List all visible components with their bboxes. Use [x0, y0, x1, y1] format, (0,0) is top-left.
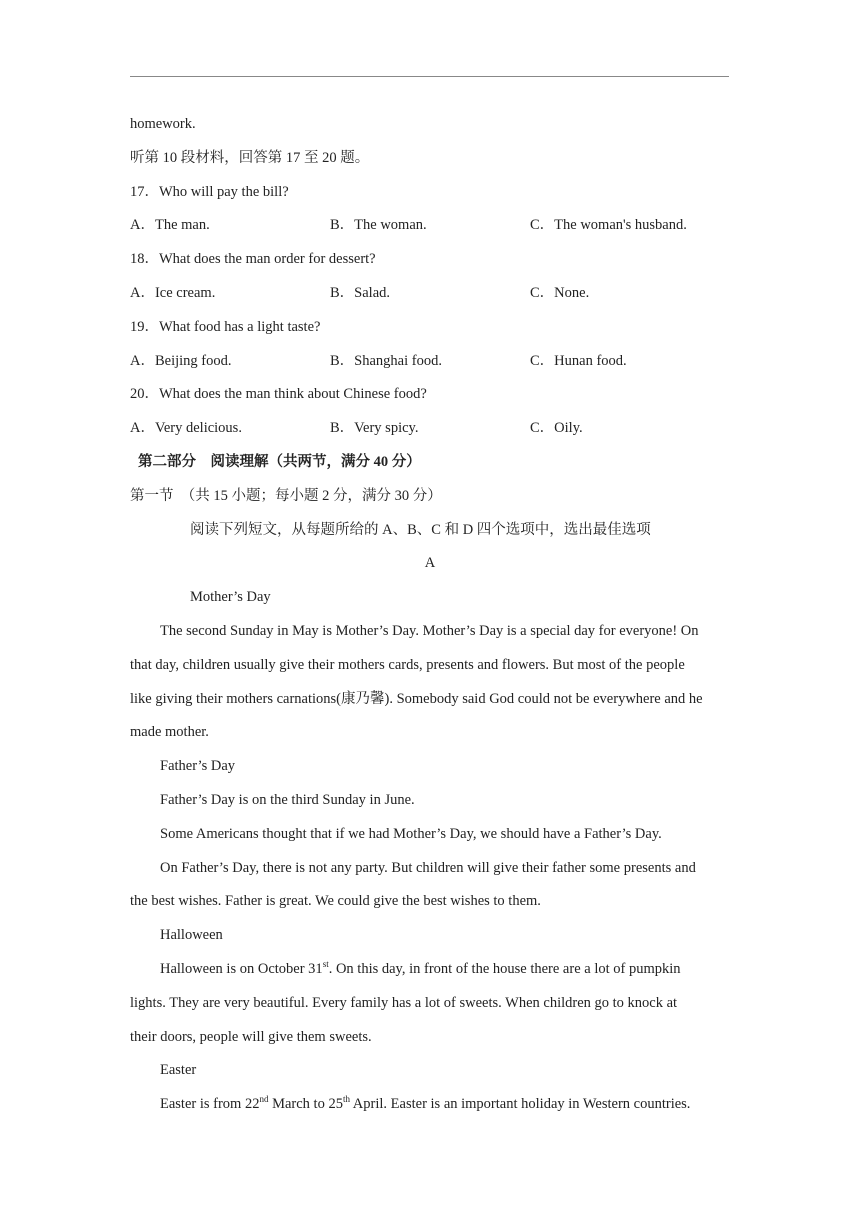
paragraph-line: the best wishes. Father is great. We could give the best wishes to them. — [130, 893, 541, 910]
question-18-options — [130, 281, 730, 315]
option-b: B．Shanghai food. — [330, 352, 442, 369]
option-a: A．Very delicious. — [130, 420, 242, 437]
paragraph-line: Some Americans thought that if we had Mother’s Day, we should have a Father’s Day. — [160, 825, 662, 842]
question-19: 19．What food has a light taste? — [130, 318, 321, 335]
option-c: C．None. — [530, 284, 590, 301]
option-c: C．The woman's husband. — [530, 217, 687, 234]
paragraph-line: that day, children usually give their mothers cards, presents and flowers. But most of the people — [130, 656, 685, 673]
question-17-options — [130, 213, 730, 247]
ordinal-suffix: nd — [259, 1094, 269, 1105]
text-segment: Halloween is on October 31 — [160, 960, 323, 977]
option-c: C．Oily. — [530, 420, 583, 437]
question-17: 17．Who will pay the bill? — [130, 183, 289, 200]
easter-title: Easter — [160, 1062, 197, 1079]
passage-label: A — [424, 555, 436, 572]
text-segment: Easter is from 22 — [160, 1096, 260, 1113]
paragraph-line — [130, 957, 730, 991]
paragraph-line: Father’s Day is on the third Sunday in June. — [160, 791, 415, 808]
section-one-heading: 第一节 （共 15 小题；每小题 2 分，满分 30 分） — [130, 487, 442, 504]
question-20-options — [130, 416, 730, 450]
listening-instruction: 听第 10 段材料，回答第 17 至 20 题。 — [130, 149, 370, 166]
paragraph-line: lights. They are very beautiful. Every family has a lot of sweets. When children go to knock at — [130, 994, 678, 1011]
paragraph-line: like giving their mothers carnations(康乃馨). Somebody said God could not be everywhere and he — [130, 690, 703, 707]
paragraph-line: On Father’s Day, there is not any party. But children will give their father some presents and — [160, 859, 696, 876]
question-20: 20．What does the man think about Chinese food? — [130, 386, 427, 403]
text-line: homework. — [130, 116, 196, 132]
mothers-day-title: Mother’s Day — [190, 589, 271, 606]
question-18: 18．What does the man order for dessert? — [130, 251, 376, 268]
text-segment: April. Easter is an important holiday in Western countries. — [349, 1096, 691, 1113]
paragraph-line — [130, 1092, 730, 1126]
option-a: A．The man. — [130, 217, 210, 234]
paragraph-line: made mother. — [130, 724, 209, 741]
document-page — [130, 112, 730, 1126]
option-b: B．The woman. — [330, 217, 427, 234]
option-c: C．Hunan food. — [530, 352, 627, 369]
fathers-day-title: Father’s Day — [160, 758, 236, 775]
text-segment: . On this day, in front of the house there are a lot of pumpkin — [328, 960, 681, 977]
halloween-title: Halloween — [160, 927, 223, 944]
option-b: B．Salad. — [330, 284, 391, 301]
part-two-heading: 第二部分 阅读理解（共两节，满分 40 分） — [138, 453, 421, 470]
option-a: A．Ice cream. — [130, 284, 216, 301]
ordinal-suffix: th — [342, 1094, 350, 1105]
option-a: A．Beijing food. — [130, 352, 232, 369]
text-segment: March to 25 — [268, 1096, 343, 1113]
reading-instruction: 阅读下列短文，从每题所给的 A、B、C 和 D 四个选项中，选出最佳选项 — [190, 521, 651, 538]
paragraph-line: their doors, people will give them sweets. — [130, 1028, 372, 1045]
header-rule — [130, 76, 729, 77]
option-b: B．Very spicy. — [330, 420, 419, 437]
question-19-options — [130, 349, 730, 383]
paragraph-line: The second Sunday in May is Mother’s Day. Mother’s Day is a special day for everyone! On — [160, 622, 699, 639]
ordinal-suffix: st — [322, 959, 329, 970]
